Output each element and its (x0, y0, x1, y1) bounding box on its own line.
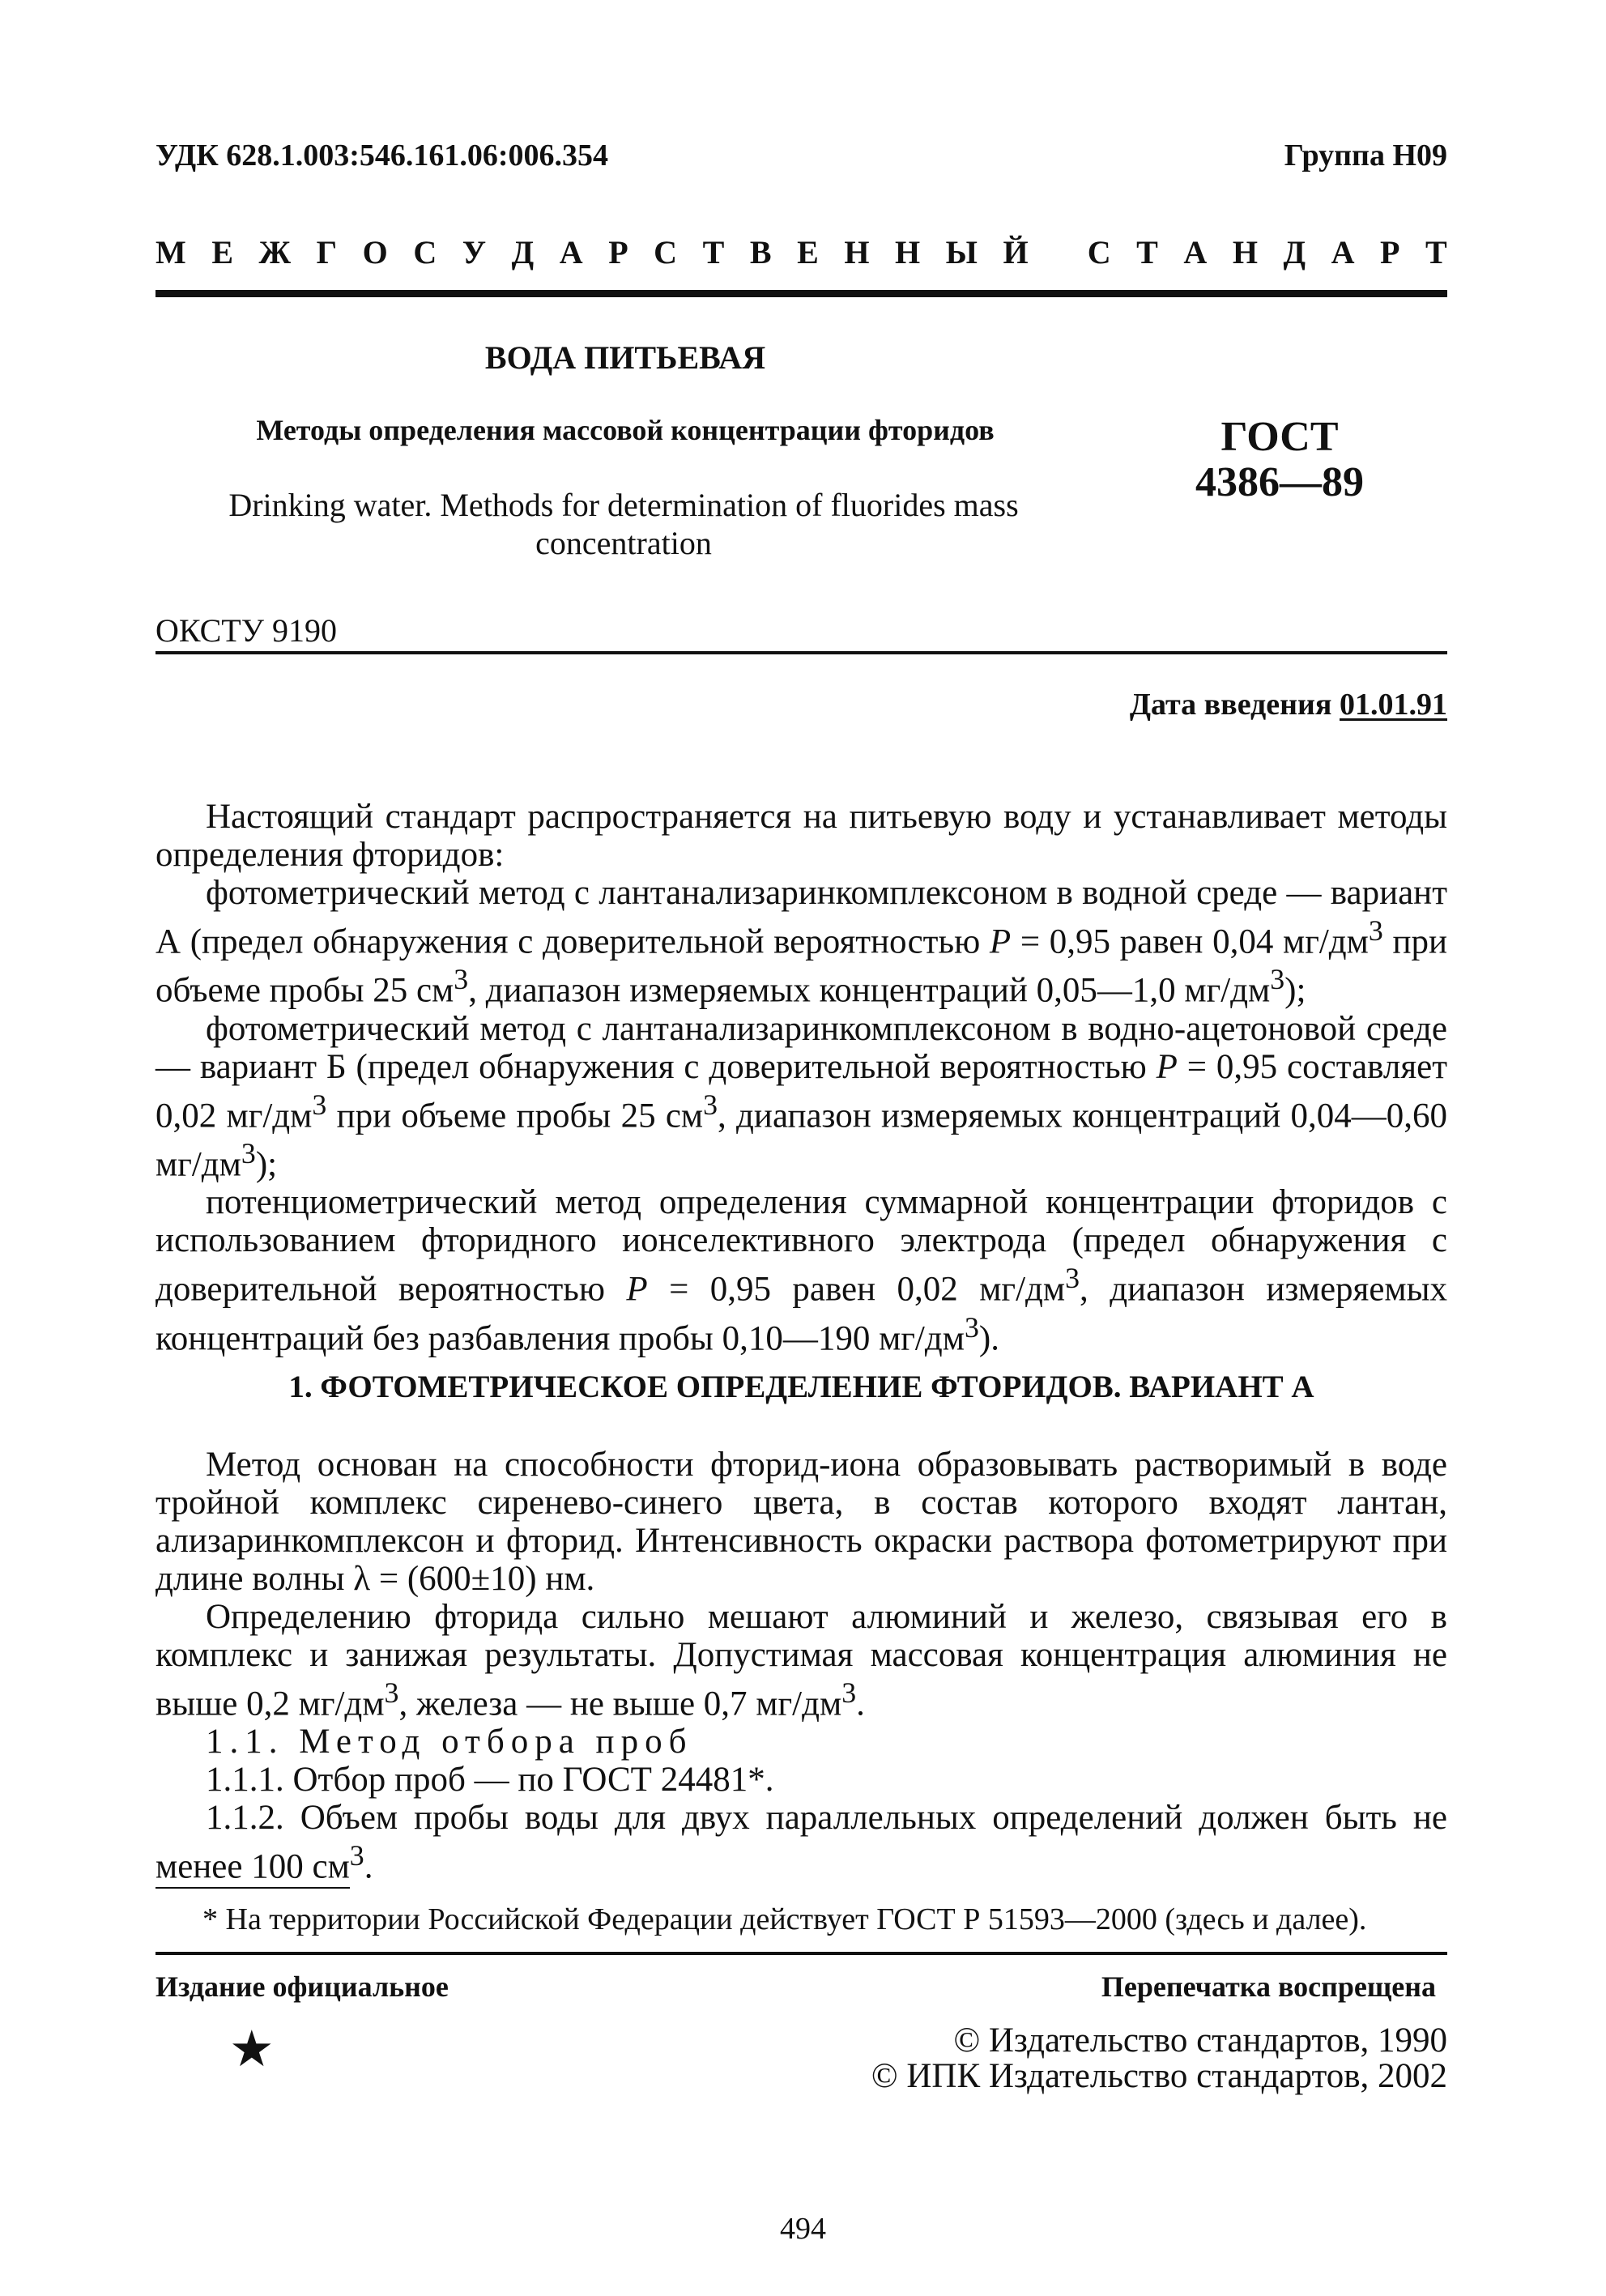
banner-letter: Ж (258, 234, 292, 270)
bottom-divider (155, 1952, 1447, 1955)
banner-letter: Й (1003, 234, 1029, 270)
banner-letter: Т (1425, 234, 1447, 270)
banner-letter: С (413, 234, 437, 270)
method-a-paragraph: фотометрический метод с лантанализаринкомплексоном в водной среде — вариант А (предел обнаружения с доверительной вероятностью P = 0,95 равен 0,04 $мг/дм^3$ при объеме пробы 25 $см^3$, диапазон измеряемых концентраций 0,05—1,0 $мг/дм^3$); (155, 874, 1447, 1010)
banner-letter: Д (1283, 234, 1306, 270)
introduction-date-value: 01.01.91 (1340, 688, 1447, 722)
document-subtitle: Методы определения массовой концентрации фторидов (256, 414, 995, 446)
introduction-date-label: Дата введения (1129, 688, 1340, 722)
gost-label: ГОСТ (1220, 414, 1339, 460)
gost-number: 4386—89 (1195, 459, 1364, 505)
official-edition-label: Издание официальное (155, 1970, 449, 2003)
middle-divider (155, 651, 1447, 654)
copyright-line-2: © ИПК Издательство стандартов, 2002 (871, 2057, 1447, 2095)
banner-letter: Г (316, 234, 338, 270)
scope-section (155, 798, 1447, 1357)
udk-code: УДК 628.1.003:546.161.06:006.354 (155, 138, 609, 173)
banner-letter: Ы (945, 234, 978, 270)
english-title (194, 486, 1053, 562)
introduction-date (1130, 687, 1447, 722)
banner-letter: Е (211, 234, 233, 270)
banner-letter: Н (844, 234, 870, 270)
banner-word-gap (1054, 233, 1062, 271)
method-principle-paragraph: Метод основан на способности фторид-иона образовывать растворимый в воде тройной комплекс сиренево-синего цвета, в состав которого входят лантан, ализаринкомплексон и фторид. Интенсивность окраски раствора фотометрируют при длине волны λ = (600±10) нм. (155, 1446, 1447, 1598)
potentiometric-method-paragraph: потенциометрический метод определения суммарной концентрации фторидов с использованием фторидного ионселективного электрода (предел обнаружения с доверительной вероятностью P = 0,95 равен 0,02 $мг/дм^3$, диапазон измеряемых концентраций без разбавления пробы 0,10—190 $мг/дм^3$). (155, 1183, 1448, 1357)
clause-1-1-2: 1.1.2. Объем пробы воды для двух параллельных определений должен быть не менее 100 $см^3$. (155, 1799, 1447, 1886)
group-code: Группа Н09 (1284, 138, 1447, 173)
banner-letter: С (1087, 234, 1111, 270)
copyright-line-1: © Издательство стандартов, 1990 (953, 2021, 1447, 2060)
footnote: * На территории Российской Федерации действует ГОСТ Р 51593—2000 (здесь и далее). (202, 1902, 1367, 1936)
english-title-line-2: concentration (535, 525, 712, 561)
footnote-divider (155, 1887, 350, 1889)
subsection-1-1-heading: 1.1. Метод отбора проб (206, 1723, 693, 1761)
clause-1-1-1: 1.1.1. Отбор проб — по ГОСТ 24481*. (206, 1761, 774, 1800)
method-b-paragraph: фотометрический метод с лантанализаринкомплексоном в водно-ацетоновой среде — вариант Б (предел обнаружения с доверительной вероятностью P = 0,95 составляет 0,02 $мг/дм^3$ при объеме пробы 25 $см^3$, диапазон измеряемых концентраций 0,04—0,60 $мг/дм^3$); (155, 1009, 1448, 1184)
banner-letter: А (559, 234, 583, 270)
banner-letter: У (462, 234, 487, 270)
banner-letter: Р (1380, 234, 1400, 270)
okstu-code: ОКСТУ 9190 (155, 612, 338, 649)
no-reprint-label: Перепечатка воспрещена (1101, 1970, 1436, 2003)
banner-letter: О (362, 234, 388, 270)
banner-letter: Т (1136, 234, 1158, 270)
banner-letter: Н (894, 234, 921, 270)
section-1-heading: 1. ФОТОМЕТРИЧЕСКОЕ ОПРЕДЕЛЕНИЕ ФТОРИДОВ. ВАРИАНТ А (288, 1370, 1314, 1404)
banner-letter: М (155, 234, 186, 270)
document-title: ВОДА ПИТЬЕВАЯ (484, 339, 766, 376)
interference-paragraph: Определению фторида сильно мешают алюминий и железо, связывая его в комплекс и занижая результаты. Допустимая массовая концентрация алюминия не выше 0,2 $мг/дм^3$, железа — не выше 0,7 $мг/дм^3$. (155, 1598, 1447, 1723)
banner-letter: А (1183, 234, 1208, 270)
banner-letter: Д (511, 234, 535, 270)
copyright-block (871, 2023, 1447, 2094)
banner-letter: В (749, 234, 772, 270)
english-title-line-1: Drinking water. Methods for determination of fluorides mass (228, 487, 1019, 523)
star-icon: ★ (229, 2022, 275, 2077)
scope-paragraph: Настоящий стандарт распространяется на питьевую воду и устанавливает методы определения фторидов: (155, 798, 1447, 874)
top-divider (155, 290, 1447, 297)
banner-letter: Н (1232, 234, 1258, 270)
banner-letter: Е (797, 234, 819, 270)
banner-letter: Т (702, 234, 725, 270)
interstate-standard-banner (155, 233, 1447, 271)
page-number: 494 (780, 2212, 826, 2246)
banner-letter: С (654, 234, 678, 270)
gost-designation (1134, 415, 1425, 505)
banner-letter: Р (608, 234, 628, 270)
section-1-body (155, 1446, 1447, 1886)
banner-letter: А (1331, 234, 1355, 270)
